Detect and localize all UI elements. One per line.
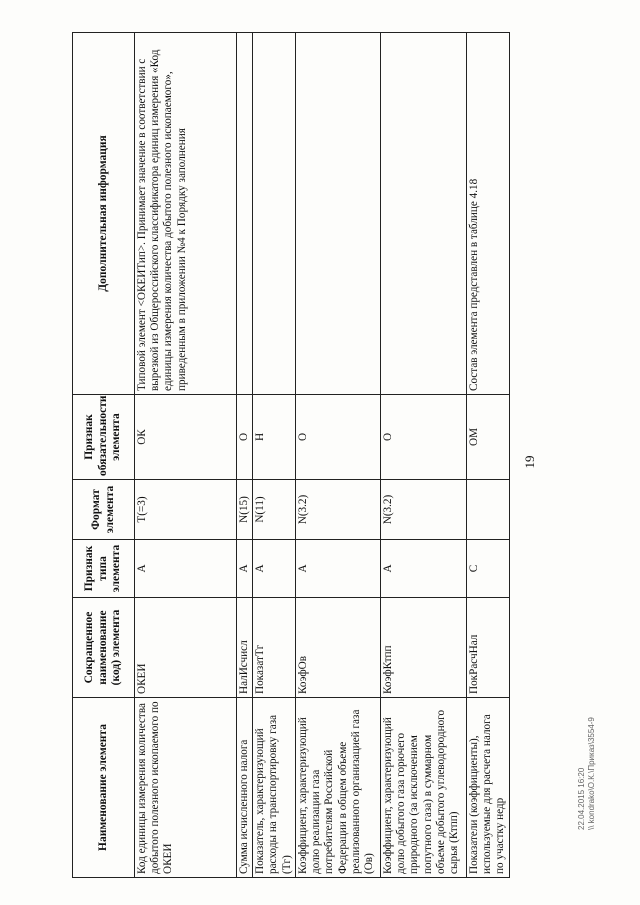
cell-type: А	[295, 540, 380, 598]
cell-info	[295, 33, 380, 395]
table-row	[380, 33, 466, 878]
header-format: Формат элемента	[73, 480, 135, 540]
cell-type: А	[380, 540, 466, 598]
cell-name: Показатель, характеризующий расходы на транспортировку газа (Тг)	[253, 698, 296, 878]
cell-code: ПоказатТг	[253, 598, 296, 698]
footer-timestamp: 22.04.2015 16:20	[577, 767, 586, 830]
cell-format: N(11)	[253, 480, 296, 540]
header-short-code: Сокращенное наименование (код) элемента	[73, 598, 135, 698]
cell-format	[466, 480, 509, 540]
cell-type: А	[237, 540, 253, 598]
cell-format: N(15)	[237, 480, 253, 540]
cell-name: Коэффициент, характеризующий долю добытого газа горючего природного (за исключением попутного газа) в суммарном объеме добытого углеводородного сырья (Ктпп)	[380, 698, 466, 878]
cell-required: О	[237, 395, 253, 480]
cell-code: КоэфОв	[295, 598, 380, 698]
table-header-row	[73, 33, 135, 878]
cell-name: Сумма исчисленного налога	[237, 698, 253, 878]
cell-name: Показатели (коэффициенты), используемые для расчета налога по участку недр	[466, 698, 509, 878]
cell-name: Коэффициент, характеризующий долю реализации газа потребителям Российской Федерации в общем объеме реализованного организацией газа (Ов)	[295, 698, 380, 878]
cell-info: Состав элемента представлен в таблице 4.18	[466, 33, 509, 395]
header-additional-info: Дополнительная информация	[73, 33, 135, 395]
file-stamp-footer	[577, 717, 598, 830]
cell-code: НалИсчисл	[237, 598, 253, 698]
cell-format: T(=3)	[135, 480, 237, 540]
footer-file-path: \\ kondrako\О.К.\Приказ\3554-9	[587, 717, 597, 830]
cell-info	[253, 33, 296, 395]
cell-info	[380, 33, 466, 395]
cell-code: ОКЕИ	[135, 598, 237, 698]
table-row	[295, 33, 380, 878]
rotated-page-content	[72, 33, 507, 878]
elements-table	[72, 32, 510, 878]
header-required-flag: Признак обязательности элемента	[73, 395, 135, 480]
table-row	[237, 33, 253, 878]
cell-type: А	[135, 540, 237, 598]
cell-info	[237, 33, 253, 395]
header-type-flag: Признак типа элемента	[73, 540, 135, 598]
table-row	[253, 33, 296, 878]
cell-required: Н	[253, 395, 296, 480]
cell-name: Код единицы измерения количества добытого полезного ископаемого по ОКЕИ	[135, 698, 237, 878]
page-number: 19	[522, 455, 537, 469]
cell-type: С	[466, 540, 509, 598]
cell-required: ОК	[135, 395, 237, 480]
cell-code: ПокРасчНал	[466, 598, 509, 698]
table-row	[466, 33, 509, 878]
cell-required: О	[380, 395, 466, 480]
cell-format: N(3.2)	[380, 480, 466, 540]
cell-code: КоэфКтпп	[380, 598, 466, 698]
header-element-name: Наименование элемента	[73, 698, 135, 878]
cell-required: О	[295, 395, 380, 480]
cell-info: Типовой элемент <ОКЕИТип>. Принимает значение в соответствии с вырезкой из Общероссийского классификатора единиц измерения «Код единицы измерения количества добытого полезного ископаемого», приведенным в приложении №4 к Порядку заполнения	[135, 33, 237, 395]
cell-required: ОМ	[466, 395, 509, 480]
cell-format: N(3.2)	[295, 480, 380, 540]
cell-type: А	[253, 540, 296, 598]
table-row	[135, 33, 237, 878]
